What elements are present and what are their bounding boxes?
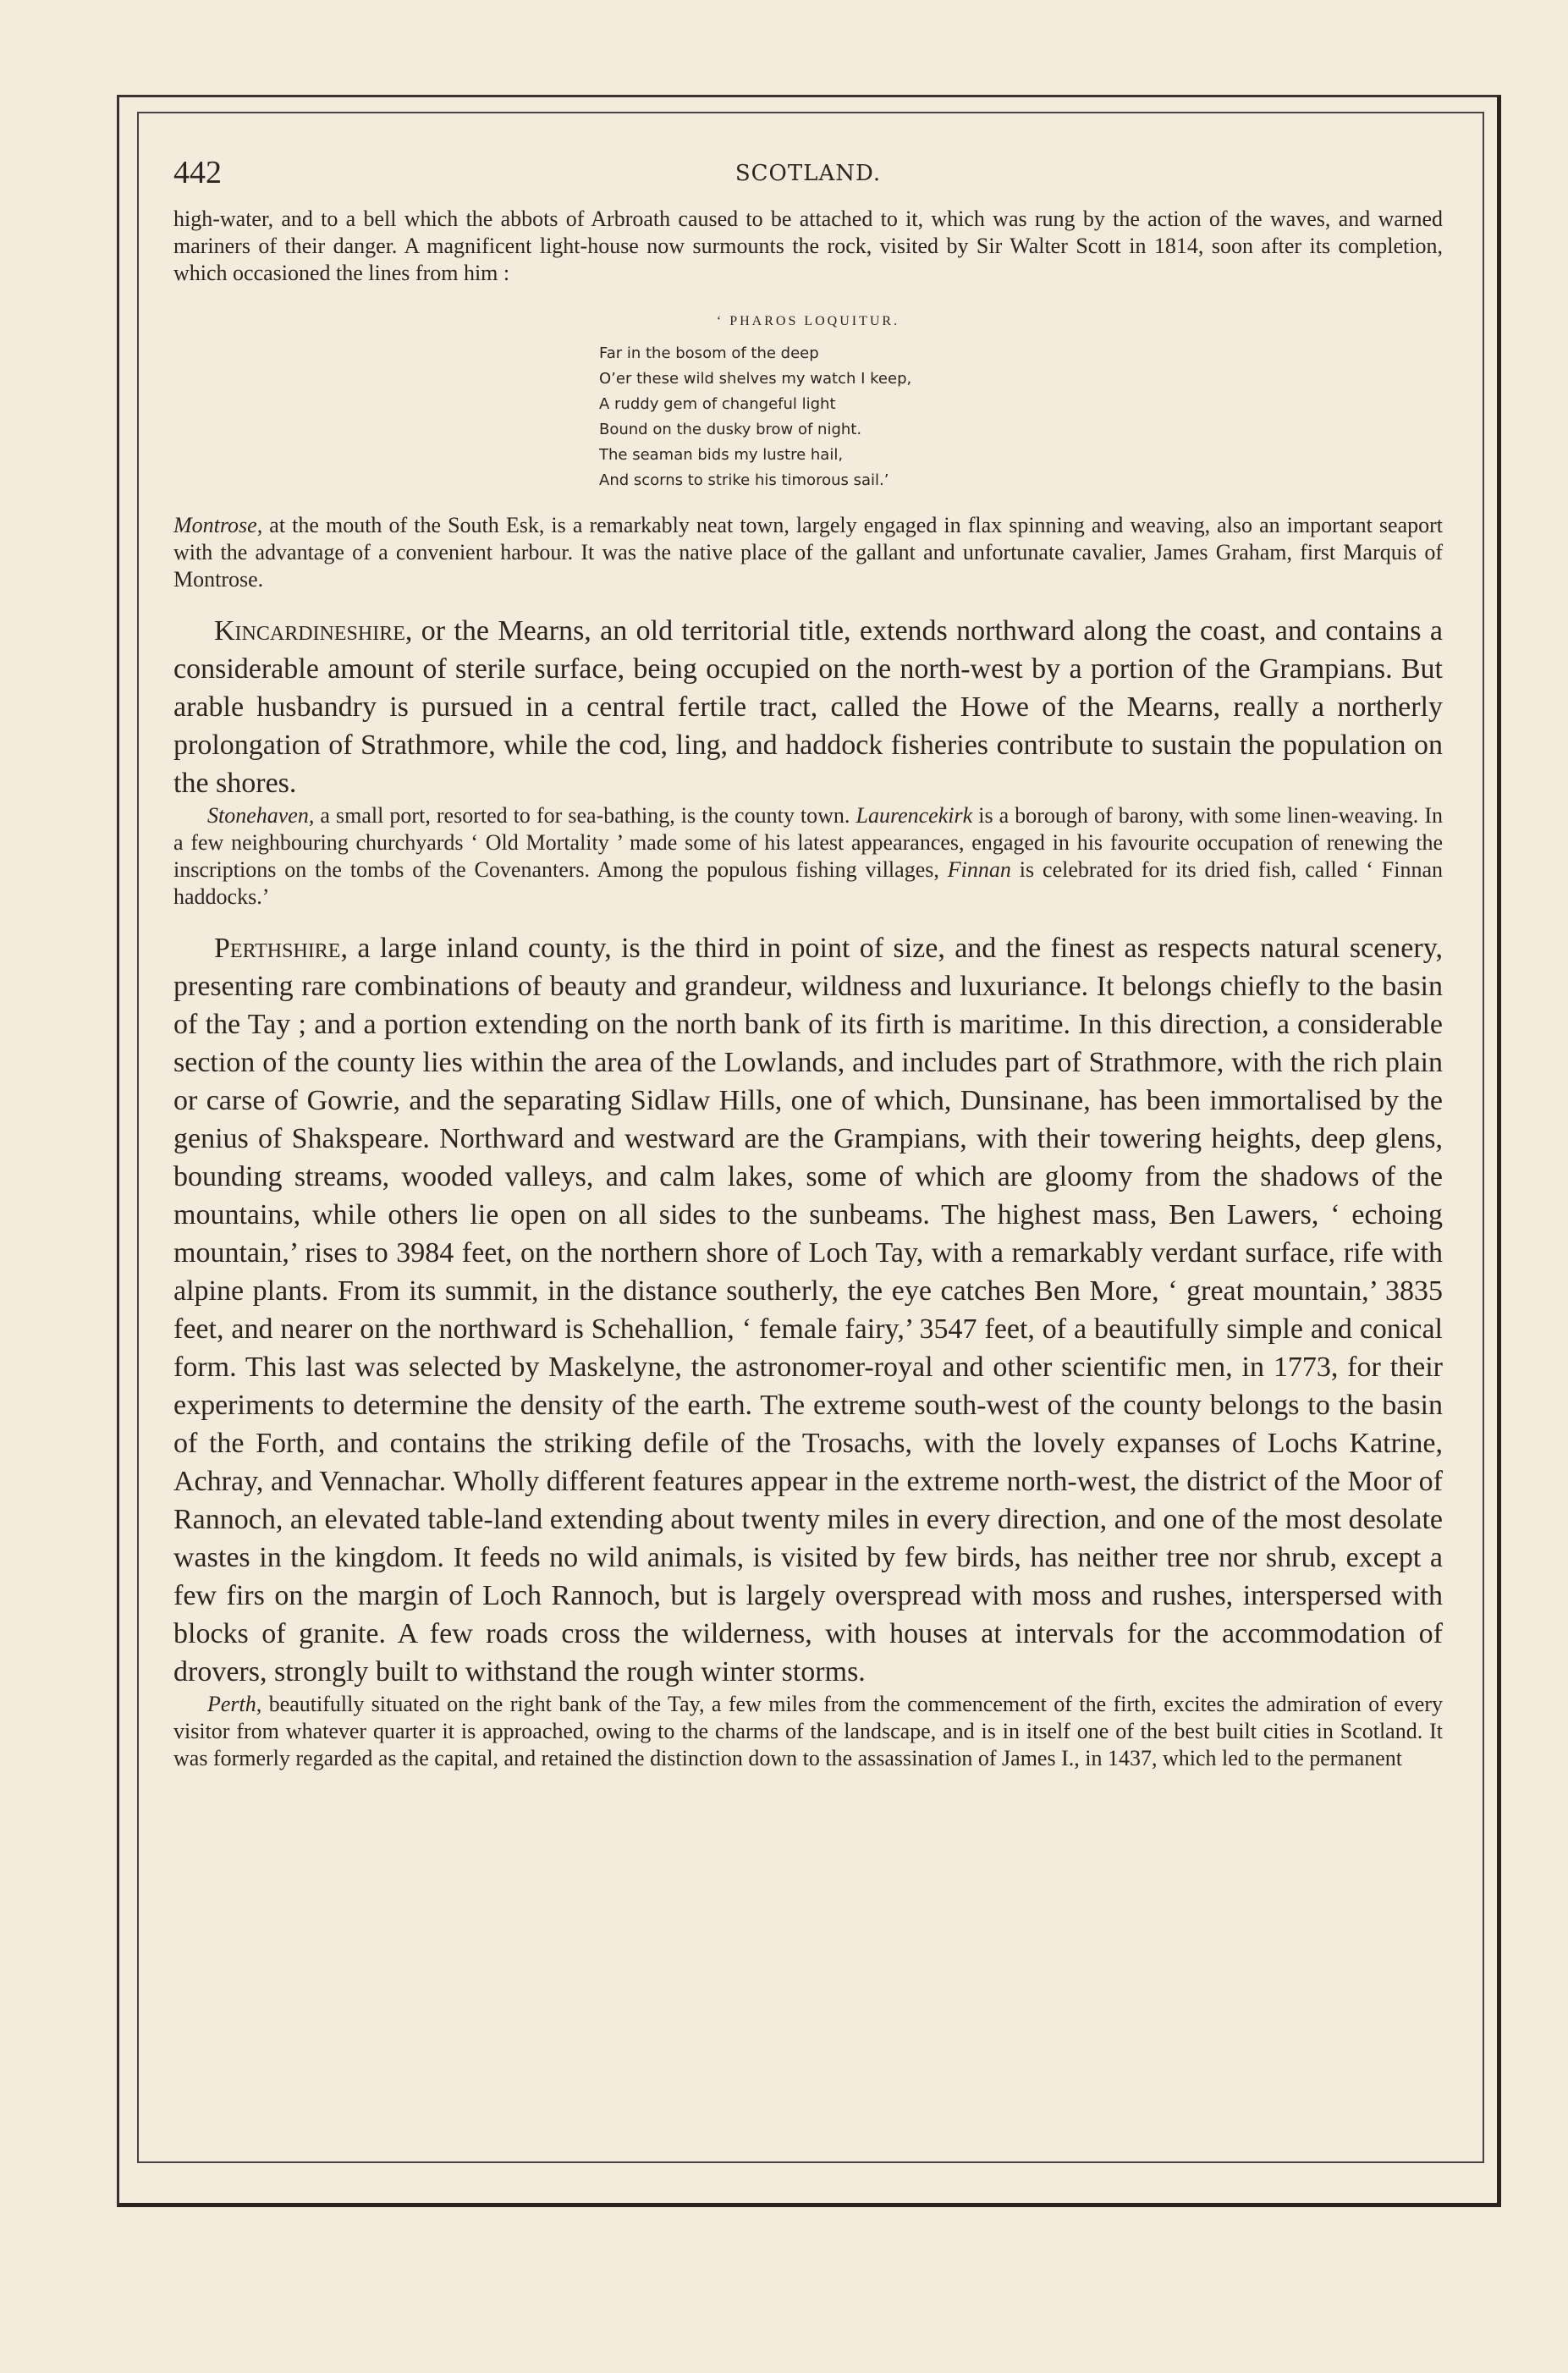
finnan-place: Finnan: [947, 857, 1011, 882]
stonehaven-text-1: a small port, resorted to for sea-bathing, is the county town.: [314, 803, 856, 828]
perth-text: beautifully situated on the right bank of the Tay, a few miles from the commencement of the firth, excites the admiration of every visitor from whatever quarter it is approached, owing to the charms of the landscape, and is in itself one of the best built cities in Scotland. It was formerly regarded as the capital, and retained the distinction down to the assassination of James I., in 1437, which led to the permanent: [173, 1692, 1443, 1770]
stonehaven-text-3: is celebrated for its dried fish, called ‘ Finnan haddocks.’: [173, 857, 1443, 909]
poem-line: O’er these wild shelves my watch I keep,: [599, 370, 912, 388]
montrose-text: at the mouth of the South Esk, is a remarkably neat town, largely engaged in flax spinning and weaving, also an important seaport with the advantage of a convenient harbour. It was the native place of the gallant and unfortunate cavalier, James Graham, first Marquis of Montrose.: [173, 513, 1443, 592]
arbroath-paragraph: high-water, and to a bell which the abbots of Arbroath caused to be attached to it, which was rung by the action of the waves, and warned mariners of their danger. A magnificent light-house now surmounts the rock, visited by Sir Walter Scott in 1814, soon after its completion, which occasioned the lines from him :: [173, 206, 1443, 285]
kincardineshire-paragraph: [173, 612, 1443, 802]
poem-line: And scorns to strike his timorous sail.’: [599, 471, 889, 489]
poem: [599, 341, 1443, 493]
poem-line: Far in the bosom of the deep: [599, 344, 819, 362]
perth-place: Perth,: [207, 1692, 262, 1716]
perth-paragraph: [173, 1691, 1443, 1772]
page-header: [173, 154, 1443, 205]
laurencekirk-place: Laurencekirk: [856, 803, 973, 828]
perthshire-paragraph: [173, 929, 1443, 1691]
kincardineshire-text: or the Mearns, an old territorial title, extends northward along the coast, and contains a considerable amount of sterile surface, being occupied on the north-west by a portion of the Grampians. But arable husbandry is pursued in a central fertile tract, called the Howe of the Mearns, really a northerly prolongation of Strathmore, while the cod, ling, and haddock fisheries contribute to sustain the population on the shores.: [173, 615, 1443, 799]
montrose-paragraph: [173, 512, 1443, 593]
poem-title: ‘ PHAROS LOQUITUR.: [716, 314, 900, 328]
stonehaven-paragraph: [173, 802, 1443, 911]
perthshire-text: a large inland county, is the third in point of size, and the finest as respects natural scenery, presenting rare combinations of beauty and grandeur, wildness and luxuriance. It belongs chiefly to the basin of the Tay ; and a portion extending on the north bank of its firth is maritime. In this direction, a considerable section of the county lies within the area of the Lowlands, and includes part of Strathmore, with the rich plain or carse of Gowrie, and the separating Sidlaw Hills, one of which, Dunsinane, has been immortalised by the genius of Shakspeare. Northward and westward are the Grampians, with their towering heights, deep glens, bounding streams, wooded valleys, and calm lakes, some of which are gloomy from the shadows of the mountains, while others lie open on all sides to the sunbeams. The highest mass, Ben Lawers, ‘ echoing mountain,’ rises to 3984 feet, on the northern shore of Loch Tay, with a remarkably verdant surface, rife with alpine plants. From its summit, in the distance southerly, the eye catches Ben More, ‘ great mountain,’ 3835 feet, and nearer on the northward is Schehallion, ‘ female fairy,’ 3547 feet, of a beautifully simple and conical form. This last was selected by Maskelyne, the astronomer-royal and other scientific men, in 1773, for their experiments to determine the density of the earth. The extreme south-west of the county belongs to the basin of the Forth, and contains the striking defile of the Trosachs, with the lovely expanses of Lochs Katrine, Achray, and Vennachar. Wholly different features appear in the extreme north-west, the district of the Moor of Rannoch, an elevated table-land extending about twenty miles in every direction, and one of the most desolate wastes in the kingdom. It feeds no wild animals, is visited by few birds, has neither tree nor shrub, except a few firs on the margin of Loch Rannoch, but is largely overspread with moss and rushes, interspersed with blocks of granite. A few roads cross the wilderness, with houses at intervals for the accommodation of drovers, strongly built to withstand the rough winter storms.: [173, 933, 1443, 1688]
perthshire-heading: Perthshire,: [214, 933, 348, 964]
stonehaven-place: Stonehaven,: [207, 803, 315, 828]
kincardineshire-heading: Kincardineshire,: [214, 615, 413, 647]
montrose-place: Montrose,: [173, 513, 263, 537]
page-number: 442: [173, 155, 222, 190]
stonehaven-text-2: is a borough of barony, with some linen-weaving. In a few neighbouring churchyards ‘ Old Mortality ’ made some of his latest appearances, engaged in his favourite occupation of renewing the inscriptions on the tombs of the Covenanters. Among the populous fishing villages,: [173, 803, 1444, 882]
page-body: [173, 206, 1443, 1772]
poem-line: A ruddy gem of changeful light: [599, 395, 836, 413]
poem-line: The seaman bids my lustre hail,: [599, 446, 844, 464]
poem-line: Bound on the dusky brow of night.: [599, 421, 862, 438]
running-title: SCOTLAND.: [734, 161, 882, 186]
